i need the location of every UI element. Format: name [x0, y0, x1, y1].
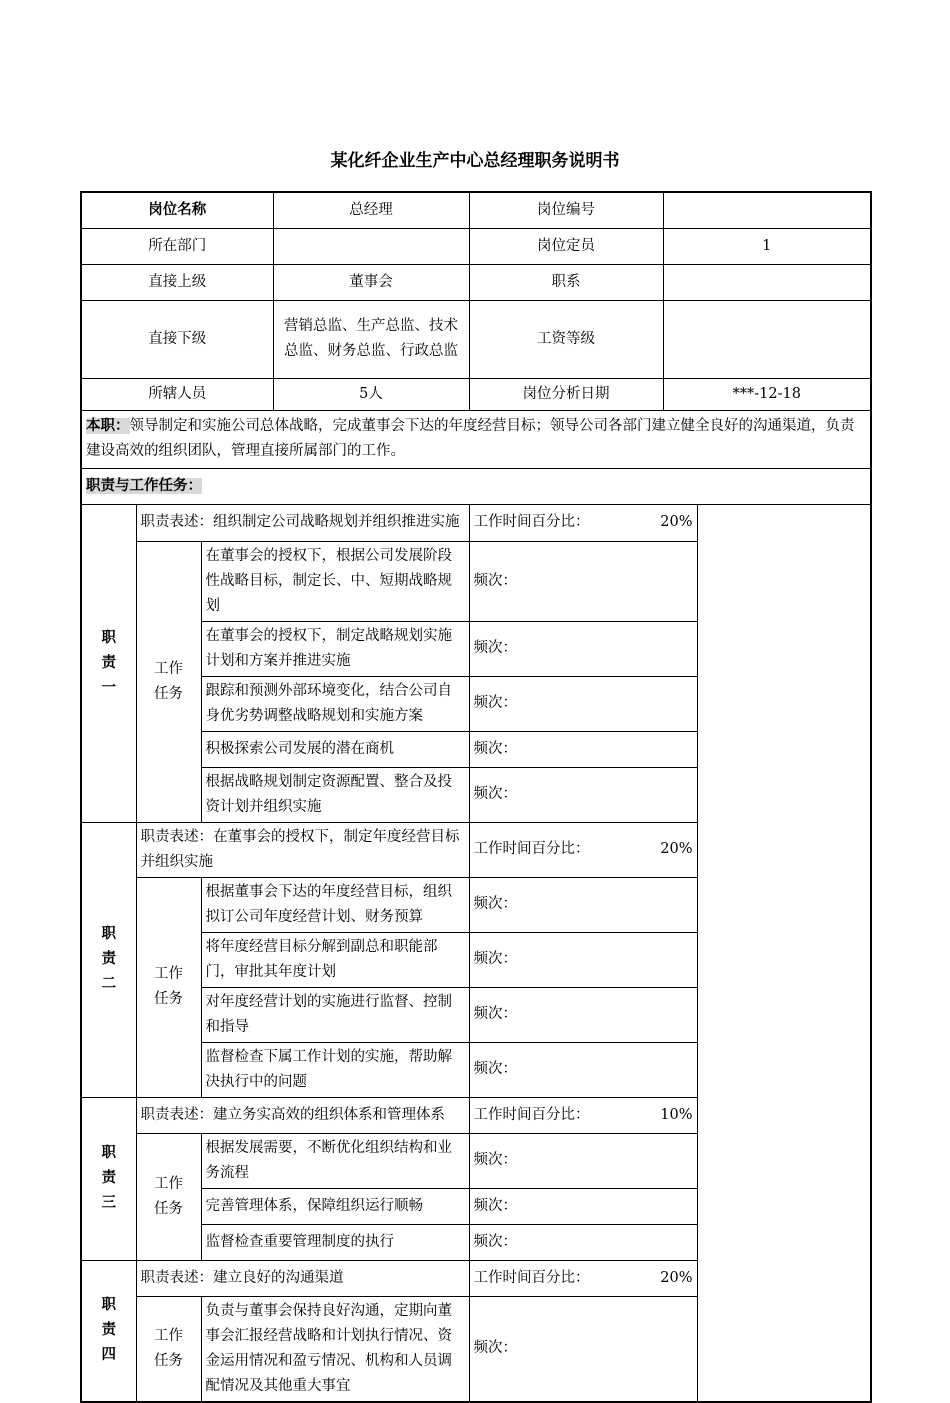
superior-value: 董事会: [273, 264, 469, 300]
task-frequency: 频次：: [469, 731, 697, 767]
duties-heading: 职责与工作任务：: [86, 477, 202, 494]
duty-name-char: 三: [101, 1195, 116, 1211]
work-time-value: 20%: [660, 514, 693, 530]
task-text: 跟踪和预测外部环境变化，结合公司自身优劣势调整战略规划和实施方案: [201, 676, 469, 731]
duty-name: [81, 1260, 136, 1402]
duty-row: [81, 1097, 871, 1133]
duty-name-char: 职: [101, 1297, 116, 1313]
summary-label: 本职：: [86, 418, 130, 434]
duty-description-text: 建立良好的沟通渠道: [213, 1269, 344, 1286]
work-time-label: 工作时间百分比：: [473, 1106, 590, 1123]
work-time-label: 工作时间百分比：: [473, 1269, 590, 1286]
task-frequency: 频次：: [469, 932, 697, 987]
work-time-percentage: [469, 822, 697, 877]
work-task-label-line: 任务: [154, 1200, 183, 1217]
task-text: 根据发展需要，不断优化组织结构和业务流程: [201, 1133, 469, 1188]
task-frequency: 频次：: [469, 1133, 697, 1188]
duty-description-text: 在董事会的授权下，制定年度经营目标并组织实施: [140, 828, 460, 870]
duty-row: [81, 1260, 871, 1296]
task-row: [81, 541, 871, 621]
task-frequency: 频次：: [469, 676, 697, 731]
task-frequency: 频次：: [469, 621, 697, 676]
task-frequency: 频次：: [469, 1188, 697, 1224]
work-time-percentage: [469, 504, 697, 541]
work-time-value: 10%: [660, 1106, 693, 1123]
task-text: 监督检查重要管理制度的执行: [201, 1224, 469, 1260]
duty-name-char: 职: [101, 1145, 116, 1161]
work-time-percentage: [469, 1260, 697, 1296]
task-text: 对年度经营计划的实施进行监督、控制和指导: [201, 987, 469, 1042]
work-time-percentage: [469, 1097, 697, 1133]
duty-row: [81, 504, 871, 541]
task-text: 在董事会的授权下，制定战略规划实施计划和方案并推进实施: [201, 621, 469, 676]
superior-label: 直接上级: [81, 264, 273, 300]
duty-name-char: 责: [101, 951, 116, 967]
document-title: 某化纤企业生产中心总经理职务说明书: [330, 151, 620, 171]
subordinate-label: 直接下级: [81, 300, 273, 378]
headcount-value: 1: [663, 228, 871, 264]
task-row: [81, 877, 871, 932]
work-task-label-line: 工作: [154, 660, 183, 677]
dept-value: [273, 228, 469, 264]
task-text: 根据战略规划制定资源配置、整合及投资计划并组织实施: [201, 767, 469, 822]
task-text: 监督检查下属工作计划的实施，帮助解决执行中的问题: [201, 1042, 469, 1097]
work-task-label: [136, 541, 201, 822]
duty-name: [81, 822, 136, 1097]
work-task-label-line: 任务: [154, 685, 183, 702]
duty-name: [81, 1097, 136, 1260]
work-task-label-line: 工作: [154, 966, 183, 982]
staff-label: 所辖人员: [81, 378, 273, 410]
duty-name: [81, 504, 136, 822]
work-time-label: 工作时间百分比：: [473, 841, 590, 857]
position-code-label: 岗位编号: [469, 192, 663, 228]
duties-heading-cell: [81, 468, 871, 504]
job-summary: [81, 410, 871, 468]
task-frequency: 频次：: [469, 1224, 697, 1260]
duty-description: [136, 1097, 469, 1133]
work-task-label-line: 工作: [154, 1327, 183, 1344]
task-row: [81, 1133, 871, 1188]
duty-name-char: 一: [101, 679, 116, 696]
duty-name-char: 职: [101, 629, 116, 646]
duty-description: [136, 822, 469, 877]
subordinate-value: 营销总监、生产总监、技术总监、财务总监、行政总监: [273, 300, 469, 378]
position-name-value: 总经理: [273, 192, 469, 228]
task-text: 积极探索公司发展的潜在商机: [201, 731, 469, 767]
task-text: 完善管理体系，保障组织运行顺畅: [201, 1188, 469, 1224]
work-time-value: 20%: [660, 1269, 693, 1286]
duty-row: [81, 822, 871, 877]
task-frequency: 频次：: [469, 987, 697, 1042]
work-time-label: 工作时间百分比：: [473, 514, 590, 530]
salary-value: [663, 300, 871, 378]
duty-description-label: 职责表述：: [140, 828, 213, 845]
work-task-label: [136, 1133, 201, 1260]
duty-name-char: 二: [101, 976, 116, 992]
duty-name-char: 四: [101, 1347, 116, 1363]
position-code-value: [663, 192, 871, 228]
duty-description-label: 职责表述：: [140, 1269, 213, 1286]
task-frequency: 频次：: [469, 541, 697, 621]
staff-value: 5人: [273, 378, 469, 410]
work-task-label-line: 工作: [154, 1175, 183, 1192]
duty-description: [136, 504, 469, 541]
task-text: 在董事会的授权下，根据公司发展阶段性战略目标，制定长、中、短期战略规划: [201, 541, 469, 621]
task-frequency: 频次：: [469, 877, 697, 932]
duty-name-char: 责: [101, 654, 116, 671]
task-frequency: 频次：: [469, 1042, 697, 1097]
work-task-label: [136, 1296, 201, 1402]
task-frequency: 频次：: [469, 767, 697, 822]
task-text: 负责与董事会保持良好沟通，定期向董事会汇报经营战略和计划执行情况、资金运用情况和盈亏情况、机构和人员调配情况及其他重大事宜: [201, 1296, 469, 1402]
work-time-value: 20%: [660, 841, 693, 857]
work-task-label: [136, 877, 201, 1097]
work-task-label-line: 任务: [154, 1352, 183, 1369]
task-frequency: 频次：: [469, 1296, 697, 1402]
task-row: [81, 1296, 871, 1402]
position-name-label: 岗位名称: [81, 192, 273, 228]
duty-name-char: 职: [101, 926, 116, 942]
task-text: 根据董事会下达的年度经营目标，组织拟订公司年度经营计划、财务预算: [201, 877, 469, 932]
task-text: 将年度经营目标分解到副总和职能部门，审批其年度计划: [201, 932, 469, 987]
duty-description-text: 组织制定公司战略规划并组织推进实施: [213, 514, 460, 530]
duty-description-label: 职责表述：: [140, 1106, 213, 1123]
duty-description-label: 职责表述：: [140, 514, 213, 530]
duty-name-char: 责: [101, 1170, 116, 1186]
job-family-label: 职系: [469, 264, 663, 300]
work-task-label-line: 任务: [154, 991, 183, 1007]
analysis-date-value: ***-12-18: [663, 378, 871, 410]
salary-label: 工资等级: [469, 300, 663, 378]
headcount-label: 岗位定员: [469, 228, 663, 264]
job-description-table: [80, 191, 872, 1403]
job-family-value: [663, 264, 871, 300]
duty-description: [136, 1260, 469, 1296]
dept-label: 所在部门: [81, 228, 273, 264]
analysis-date-label: 岗位分析日期: [469, 378, 663, 410]
duty-name-char: 责: [101, 1322, 116, 1338]
summary-text: 领导制定和实施公司总体战略，完成董事会下达的年度经营目标；领导公司各部门建立健全良好的沟通渠道，负责建设高效的组织团队，管理直接所属部门的工作。: [86, 418, 855, 459]
duty-description-text: 建立务实高效的组织体系和管理体系: [213, 1106, 445, 1123]
